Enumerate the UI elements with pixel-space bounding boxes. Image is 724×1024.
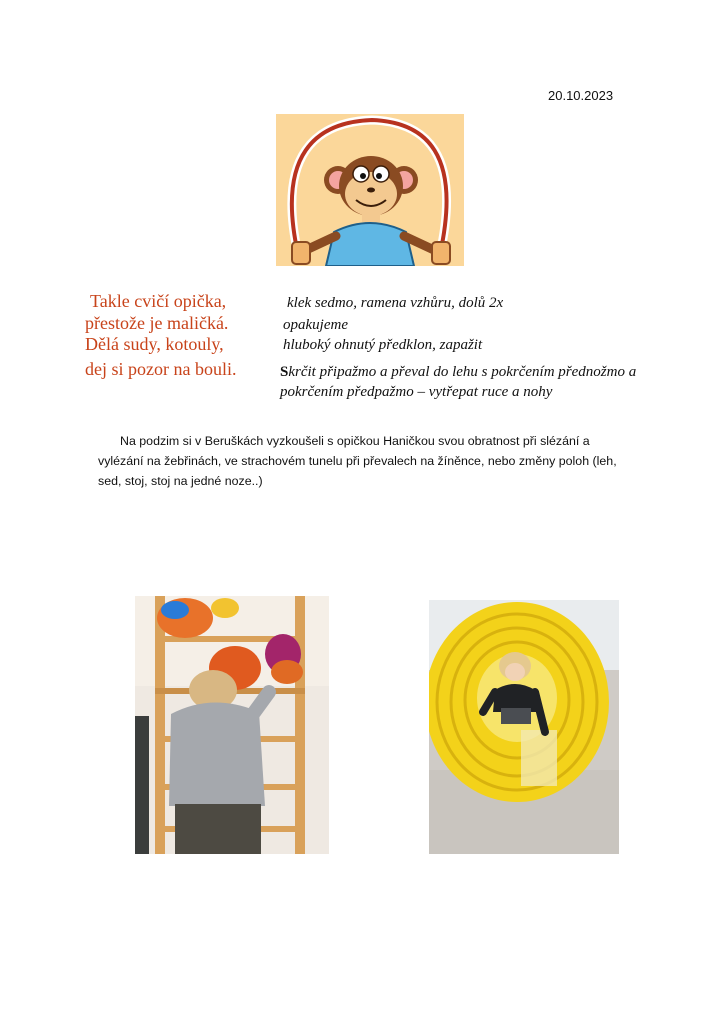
instruction-line-3: hluboký ohnutý předklon, zapažit <box>283 337 483 353</box>
description-paragraph: Na podzim si v Beruškách vyzkoušeli s opičkou Haničkou svou obratnost při slézání a vylézání na žebřinách, ve strachovém tunelu při převalech na žíněnce, nebo změny poloh (leh, sed, stoj, stoj na jedné noze..) <box>98 434 617 488</box>
monkey-jump-rope-illustration <box>276 114 464 266</box>
rhyme-line-2: přestože je maličká. <box>85 313 229 333</box>
instruction-line-1: klek sedmo, ramena vzhůru, dolů 2x <box>287 295 504 311</box>
instruction-line-4 <box>280 362 640 402</box>
photo-child-climbing-wall-bars <box>135 596 329 854</box>
instruction-line-4-initial: S <box>280 364 289 380</box>
instruction-line-4-text: krčit připažmo a převal do lehu s pokrčením přednožmo a pokrčením předpažmo – vytřepat ruce a nohy <box>280 364 637 400</box>
instruction-line-2: opakujeme <box>283 317 348 333</box>
photo-child-in-tunnel <box>429 600 619 854</box>
rhyme-line-3: Dělá sudy, kotouly, <box>85 334 224 354</box>
document-date: 20.10.2023 <box>548 88 614 103</box>
rhyme-line-1: Takle cvičí opička, <box>90 291 227 311</box>
rhyme-line-4: dej si pozor na bouli. <box>85 359 237 379</box>
